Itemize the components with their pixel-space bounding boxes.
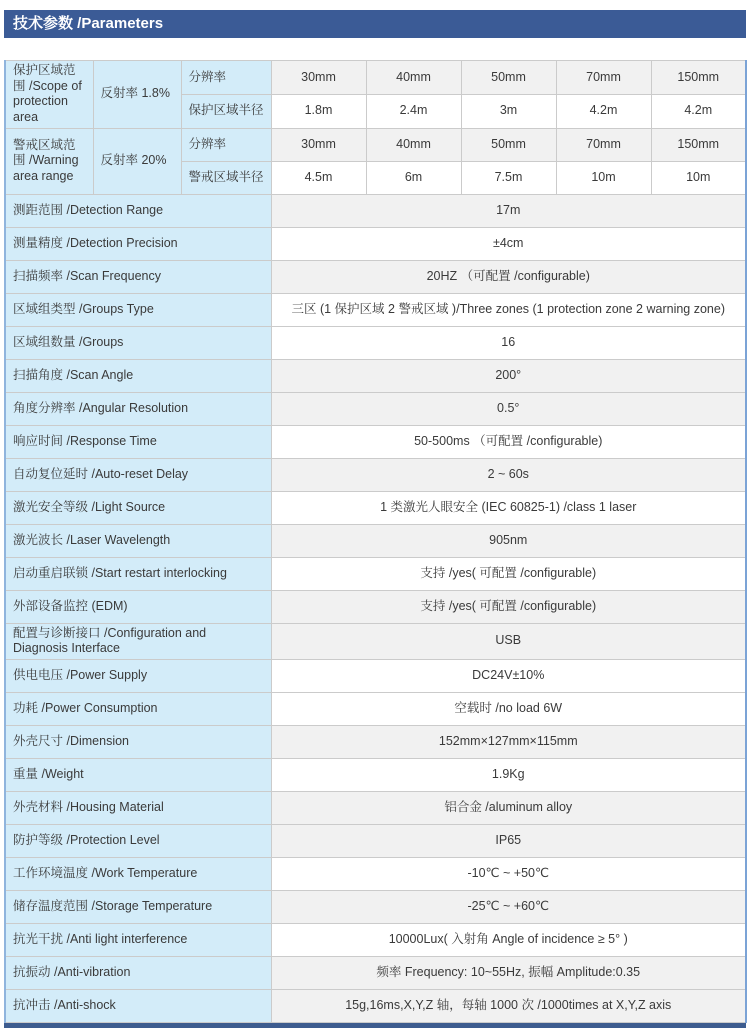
matrix-value: 2.4m	[366, 94, 461, 128]
matrix-value: 50mm	[461, 61, 556, 95]
row-value: 905nm	[271, 524, 746, 557]
row-value: 空载时 /no load 6W	[271, 692, 746, 725]
row-label: 重量 /Weight	[5, 758, 271, 791]
row-value: 20HZ （可配置 /configurable)	[271, 260, 746, 293]
row-value: -25℃ ~ +60℃	[271, 890, 746, 923]
matrix-value: 40mm	[366, 128, 461, 161]
table-row	[5, 692, 746, 725]
row-value: 支持 /yes( 可配置 /configurable)	[271, 557, 746, 590]
table-row	[5, 725, 746, 758]
row-value: USB	[271, 623, 746, 659]
table-row	[5, 128, 746, 161]
row-value: 频率 Frequency: 10~55Hz, 振幅 Amplitude:0.35	[271, 956, 746, 989]
row-value: 2 ~ 60s	[271, 458, 746, 491]
row-label: 配置与诊断接口 /Configuration and Diagnosis Interface	[5, 623, 271, 659]
row-label: 抗光干扰 /Anti light interference	[5, 923, 271, 956]
section-title-bar	[4, 10, 746, 38]
table-row	[5, 260, 746, 293]
row-label: 角度分辨率 /Angular Resolution	[5, 392, 271, 425]
reflectivity-label: 反射率 1.8%	[93, 61, 181, 129]
sub-row-label: 分辨率	[181, 128, 271, 161]
row-label: 扫描频率 /Scan Frequency	[5, 260, 271, 293]
row-label: 防护等级 /Protection Level	[5, 824, 271, 857]
row-value: IP65	[271, 824, 746, 857]
table-row	[5, 491, 746, 524]
table-row	[5, 923, 746, 956]
table-row	[5, 326, 746, 359]
row-label: 扫描角度 /Scan Angle	[5, 359, 271, 392]
table-row	[5, 791, 746, 824]
matrix-value: 70mm	[556, 128, 651, 161]
matrix-value: 7.5m	[461, 161, 556, 194]
row-label-protection-area: 保护区域范围 /Scope of protection area	[5, 61, 93, 129]
table-row	[5, 425, 746, 458]
table-row	[5, 857, 746, 890]
table-row	[5, 557, 746, 590]
matrix-value: 6m	[366, 161, 461, 194]
table-row	[5, 989, 746, 1022]
row-label: 测距范围 /Detection Range	[5, 194, 271, 227]
row-label-warning-area: 警戒区域范围 /Warning area range	[5, 128, 93, 194]
row-label: 外壳尺寸 /Dimension	[5, 725, 271, 758]
row-label: 测量精度 /Detection Precision	[5, 227, 271, 260]
parameter-rows	[5, 194, 746, 1022]
table-row	[5, 623, 746, 659]
matrix-value: 1.8m	[271, 94, 366, 128]
table-bottom-accent-bar	[4, 1023, 746, 1028]
row-value: 50-500ms （可配置 /configurable)	[271, 425, 746, 458]
row-label: 抗冲击 /Anti-shock	[5, 989, 271, 1022]
matrix-value: 10m	[556, 161, 651, 194]
table-row	[5, 659, 746, 692]
table-row	[5, 824, 746, 857]
matrix-value: 70mm	[556, 61, 651, 95]
row-value: 1 类激光人眼安全 (IEC 60825-1) /class 1 laser	[271, 491, 746, 524]
matrix-value: 150mm	[651, 61, 746, 95]
table-row	[5, 524, 746, 557]
table-row	[5, 458, 746, 491]
matrix-value: 30mm	[271, 61, 366, 95]
matrix-value: 3m	[461, 94, 556, 128]
row-label: 外壳材料 /Housing Material	[5, 791, 271, 824]
section-title: 技术参数 /Parameters	[13, 15, 164, 32]
table-row	[5, 590, 746, 623]
row-label: 外部设备监控 (EDM)	[5, 590, 271, 623]
matrix-value: 40mm	[366, 61, 461, 95]
matrix-value: 150mm	[651, 128, 746, 161]
row-label: 区域组数量 /Groups	[5, 326, 271, 359]
reflectivity-label: 反射率 20%	[93, 128, 181, 194]
row-label: 自动复位延时 /Auto-reset Delay	[5, 458, 271, 491]
matrix-value: 10m	[651, 161, 746, 194]
table-row	[5, 61, 746, 95]
row-value: 200°	[271, 359, 746, 392]
row-value: 0.5°	[271, 392, 746, 425]
row-value: 10000Lux( 入射角 Angle of incidence ≥ 5° )	[271, 923, 746, 956]
row-label: 供电电压 /Power Supply	[5, 659, 271, 692]
row-value: 17m	[271, 194, 746, 227]
row-value: 铝合金 /aluminum alloy	[271, 791, 746, 824]
sub-row-label: 警戒区域半径	[181, 161, 271, 194]
matrix-value: 4.2m	[556, 94, 651, 128]
matrix-value: 30mm	[271, 128, 366, 161]
row-label: 激光安全等级 /Light Source	[5, 491, 271, 524]
matrix-value: 50mm	[461, 128, 556, 161]
matrix-value: 4.2m	[651, 94, 746, 128]
row-label: 功耗 /Power Consumption	[5, 692, 271, 725]
row-value: 三区 (1 保护区域 2 警戒区域 )/Three zones (1 protection zone 2 warning zone)	[271, 293, 746, 326]
sub-row-label: 分辨率	[181, 61, 271, 95]
table-row	[5, 194, 746, 227]
table-row	[5, 227, 746, 260]
row-value: 152mm×127mm×115mm	[271, 725, 746, 758]
row-value: 1.9Kg	[271, 758, 746, 791]
row-value: 支持 /yes( 可配置 /configurable)	[271, 590, 746, 623]
row-value: -10℃ ~ +50℃	[271, 857, 746, 890]
row-label: 工作环境温度 /Work Temperature	[5, 857, 271, 890]
row-label: 区域组类型 /Groups Type	[5, 293, 271, 326]
row-value: ±4cm	[271, 227, 746, 260]
table-row	[5, 758, 746, 791]
parameters-table	[4, 60, 747, 1023]
row-value: DC24V±10%	[271, 659, 746, 692]
table-row	[5, 890, 746, 923]
row-label: 激光波长 /Laser Wavelength	[5, 524, 271, 557]
row-value: 15g,16ms,X,Y,Z 轴，每轴 1000 次 /1000times at X,Y,Z axis	[271, 989, 746, 1022]
protection-warning-matrix	[5, 61, 746, 195]
table-row	[5, 392, 746, 425]
table-row	[5, 293, 746, 326]
row-label: 启动重启联锁 /Start restart interlocking	[5, 557, 271, 590]
matrix-value: 4.5m	[271, 161, 366, 194]
sub-row-label: 保护区域半径	[181, 94, 271, 128]
row-label: 储存温度范围 /Storage Temperature	[5, 890, 271, 923]
row-label: 响应时间 /Response Time	[5, 425, 271, 458]
row-label: 抗振动 /Anti-vibration	[5, 956, 271, 989]
row-value: 16	[271, 326, 746, 359]
table-row	[5, 359, 746, 392]
